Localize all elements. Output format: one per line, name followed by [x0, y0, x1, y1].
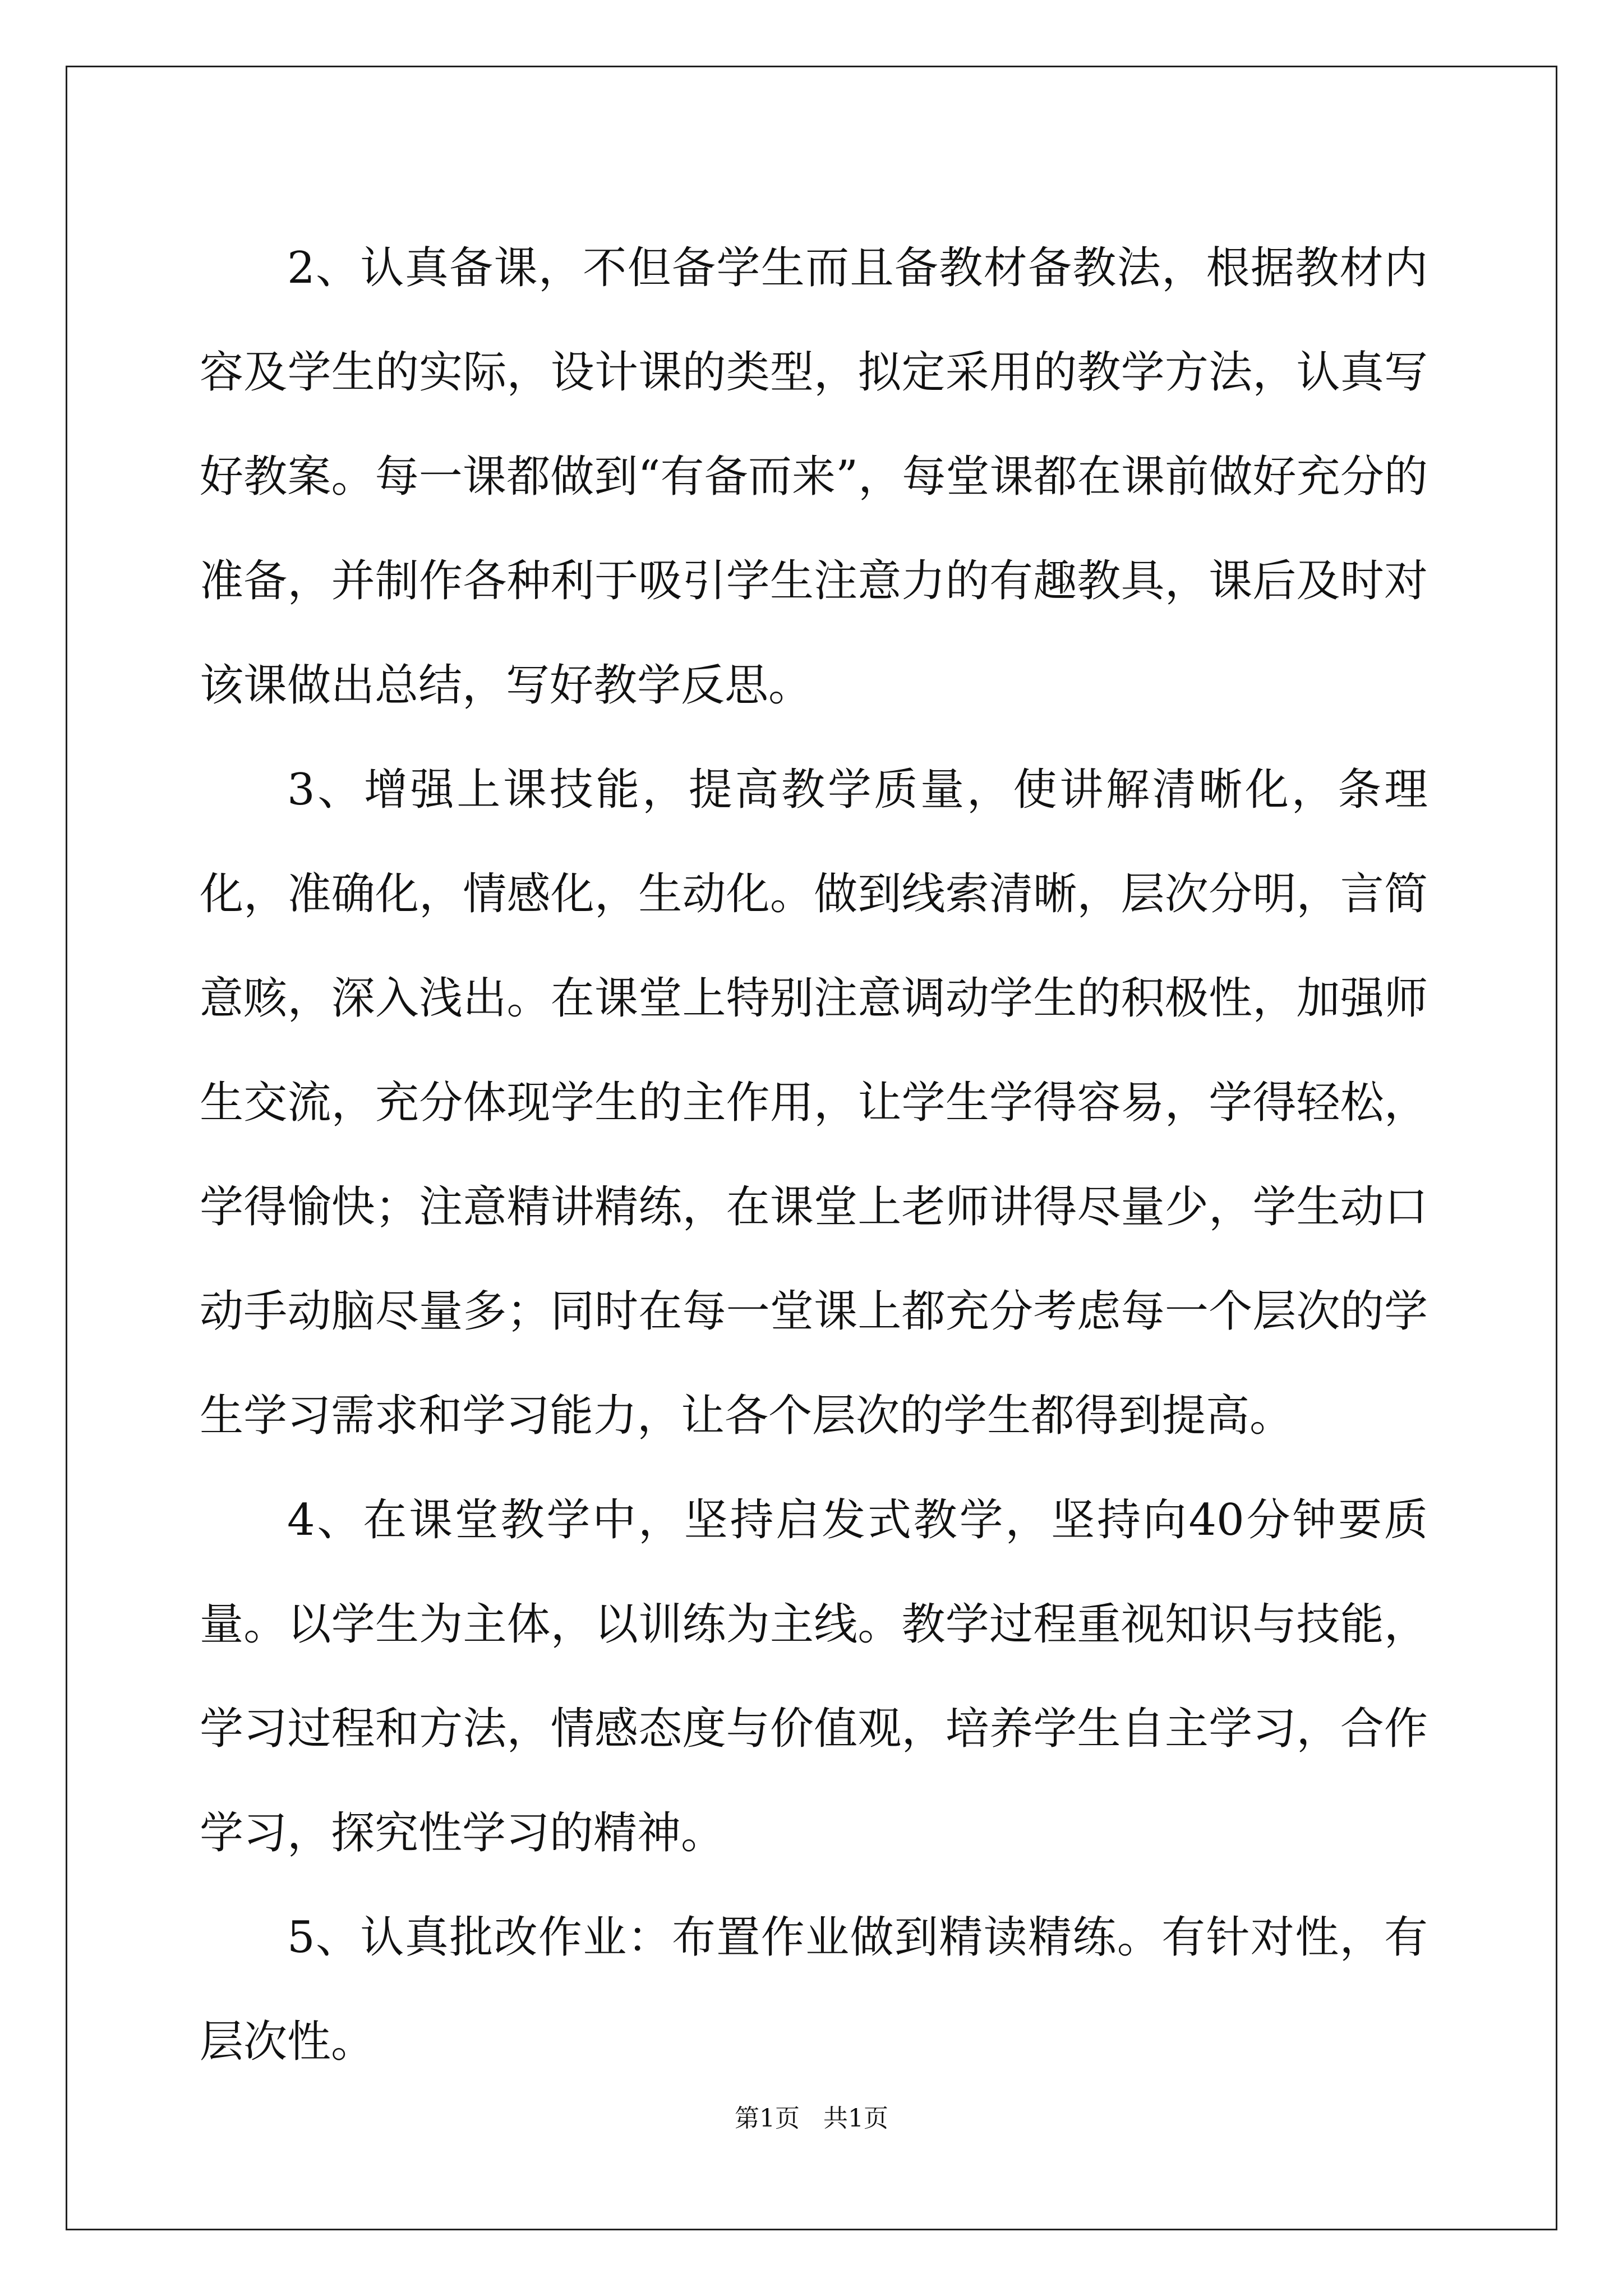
page-footer: [0, 2102, 1623, 2136]
paragraph-3: 3、增强上课技能，提高教学质量，使讲解清晰化，条理化，准确化，情感化，生动化。做到线索清晰，层次分明，言简意赅，深入浅出。在课堂上特别注意调动学生的积极性，加强师生交流，充分体现学生的主作用，让学生学得容易，学得轻松，学得愉快；注意精讲精练，在课堂上老师讲得尽量少，学生动口动手动脑尽量多；同时在每一堂课上都充分考虑每一个层次的学生学习需求和学习能力，让各个层次的学生都得到提高。: [200, 765, 1428, 1441]
page-number: 第1页: [735, 2104, 800, 2133]
paragraph-2: 2、认真备课，不但备学生而且备教材备教法，根据教材内容及学生的实际，设计课的类型，拟定采用的教学方法，认真写好教案。每一课都做到“有备而来”，每堂课都在课前做好充分的准备，并制作各种利于吸引学生注意力的有趣教具，课后及时对该课做出总结，写好教学反思。: [200, 243, 1428, 711]
paragraph-5: 5、认真批改作业：布置作业做到精读精练。有针对性，有层次性。: [200, 1912, 1428, 2067]
document-body: [200, 216, 1428, 2094]
paragraph-4: 4、在课堂教学中，坚持启发式教学，坚持向40分钟要质量。以学生为主体，以训练为主线。教学过程重视知识与技能，学习过程和方法，情感态度与价值观，培养学生自主学习，合作学习，探究性学习的精神。: [200, 1495, 1428, 1858]
page-total: 共1页: [823, 2104, 888, 2133]
